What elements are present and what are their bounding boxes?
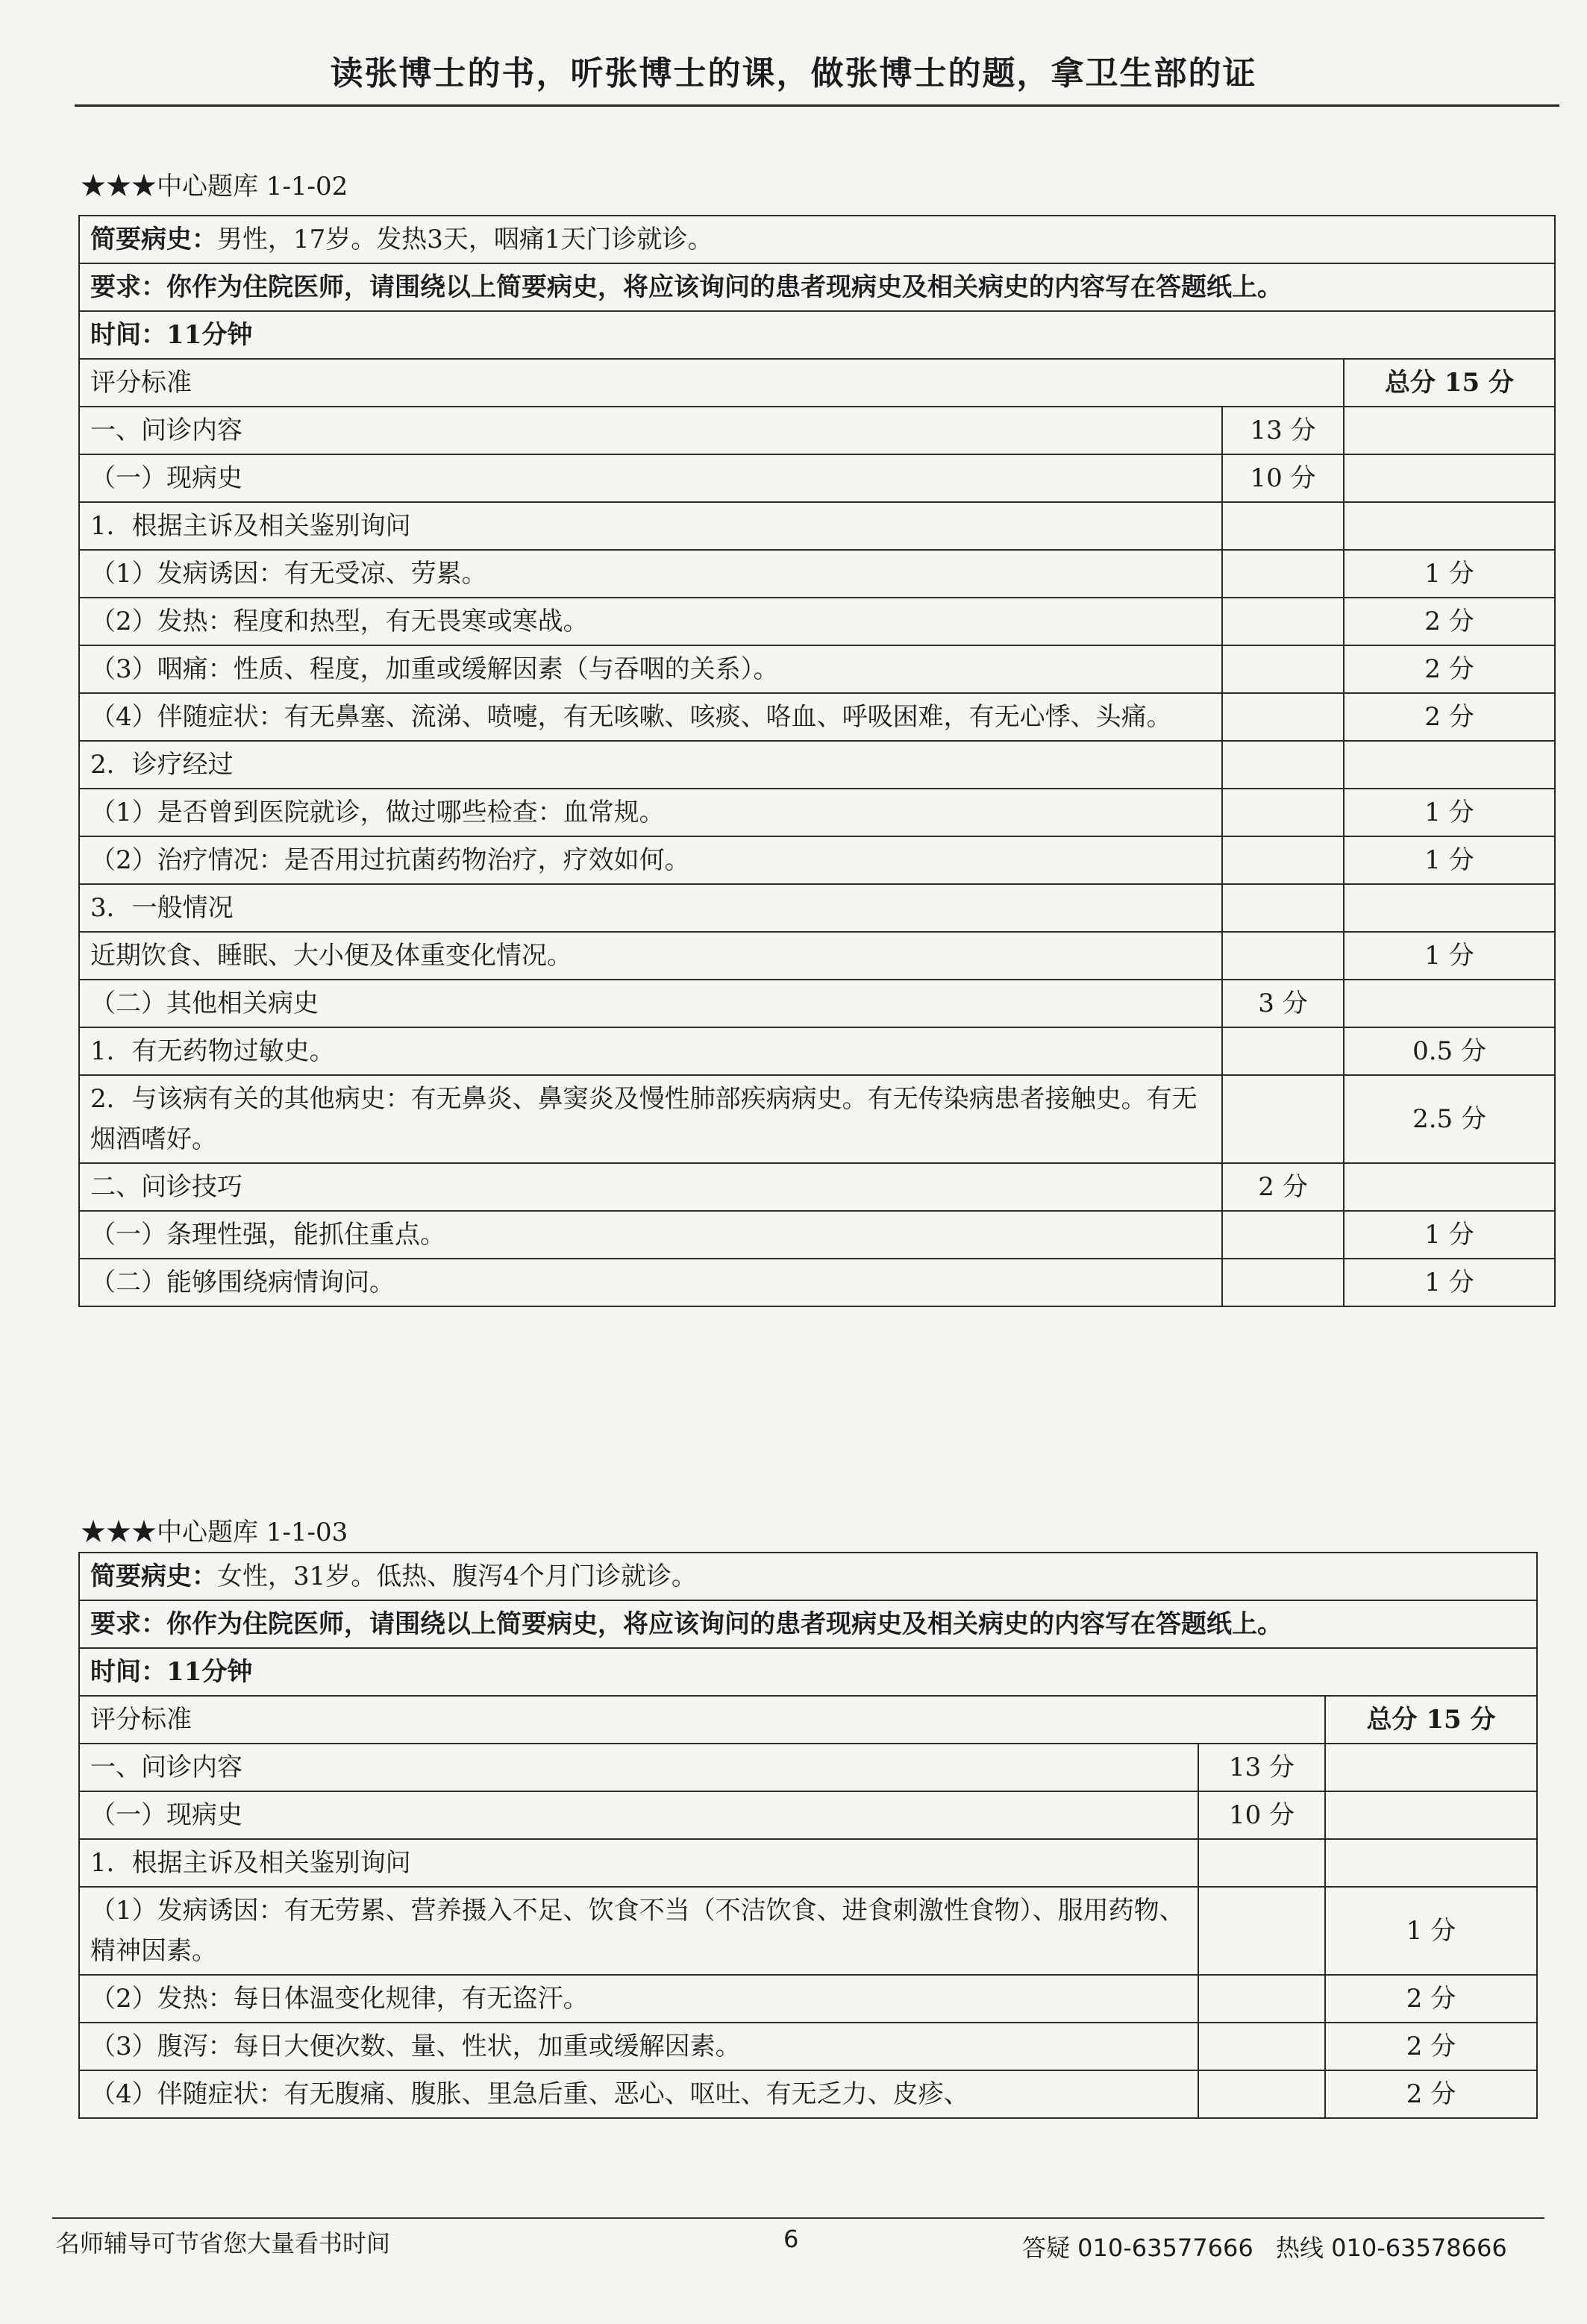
- score-row: [79, 836, 1555, 884]
- item-text: 2．与该病有关的其他病史：有无鼻炎、鼻窦炎及慢性肺部疾病病史。有无传染病患者接触史。有无烟酒嗜好。: [79, 1075, 1222, 1163]
- item-text: （一）条理性强，能抓住重点。: [79, 1211, 1222, 1259]
- score-row: [79, 1791, 1537, 1839]
- time-label: 时间：: [90, 320, 166, 350]
- sub-score: 10 分: [1198, 1791, 1325, 1839]
- history-text: 男性，17岁。发热3天，咽痛1天门诊就诊。: [217, 225, 713, 254]
- item-text: 一、问诊内容: [79, 407, 1222, 454]
- score-row: [79, 1839, 1537, 1887]
- item-text: （3）腹泻：每日大便次数、量、性状，加重或缓解因素。: [79, 2023, 1198, 2070]
- item-score: 2 分: [1344, 693, 1555, 741]
- item-score: [1325, 1791, 1537, 1839]
- item-text: （一）现病史: [79, 454, 1222, 502]
- history-label: 简要病史：: [90, 1562, 217, 1591]
- item-text: （3）咽痛：性质、程度，加重或缓解因素（与吞咽的关系）。: [79, 645, 1222, 693]
- page-footer: [0, 2222, 1587, 2262]
- history-row: [79, 216, 1555, 263]
- criteria-row: [79, 359, 1555, 407]
- question-table: [78, 215, 1556, 1307]
- score-row: [79, 1975, 1537, 2023]
- sub-score: 13 分: [1198, 1744, 1325, 1791]
- time-value: 11分钟: [166, 320, 253, 350]
- section-label: ★★★中心题库 1-1-03: [81, 1518, 348, 1547]
- sub-score: [1198, 2070, 1325, 2118]
- item-score: 1 分: [1344, 932, 1555, 980]
- time-row: [79, 311, 1555, 359]
- score-row: [79, 502, 1555, 550]
- sub-score: [1222, 550, 1344, 598]
- item-score: 0.5 分: [1344, 1027, 1555, 1075]
- item-text: 2．诊疗经过: [79, 741, 1222, 789]
- score-row: [79, 2070, 1537, 2118]
- score-row: [79, 407, 1555, 454]
- sub-score: 10 分: [1222, 454, 1344, 502]
- item-score: [1344, 980, 1555, 1027]
- item-text: （二）能够围绕病情询问。: [79, 1259, 1222, 1306]
- item-score: [1344, 502, 1555, 550]
- item-text: （1）发病诱因：有无劳累、营养摄入不足、饮食不当（不洁饮食、进食刺激性食物）、服用药物、精神因素。: [79, 1887, 1198, 1975]
- section-label: ★★★中心题库 1-1-02: [81, 172, 348, 201]
- criteria-label: 评分标准: [79, 359, 1344, 407]
- score-row: [79, 598, 1555, 645]
- item-score: [1344, 407, 1555, 454]
- sub-score: [1222, 932, 1344, 980]
- item-text: 一、问诊内容: [79, 1744, 1198, 1791]
- criteria-row: [79, 1696, 1537, 1744]
- sub-score: [1222, 789, 1344, 836]
- item-text: （1）发病诱因：有无受凉、劳累。: [79, 550, 1222, 598]
- footer-hotline: 热线 010-63578666: [1276, 2234, 1507, 2262]
- score-row: [79, 693, 1555, 741]
- sub-score: [1222, 502, 1344, 550]
- score-row: [79, 1075, 1555, 1163]
- item-score: 1 分: [1344, 1211, 1555, 1259]
- question-table: [78, 1552, 1538, 2119]
- item-text: （4）伴随症状：有无腹痛、腹胀、里急后重、恶心、呕吐、有无乏力、皮疹、: [79, 2070, 1198, 2118]
- item-score: [1344, 454, 1555, 502]
- item-text: 1．根据主诉及相关鉴别询问: [79, 1839, 1198, 1887]
- header-divider: [75, 104, 1559, 107]
- item-text: 1．根据主诉及相关鉴别询问: [79, 502, 1222, 550]
- sub-score: [1198, 2023, 1325, 2070]
- question-table-body: [79, 216, 1555, 1306]
- item-text: （二）其他相关病史: [79, 980, 1222, 1027]
- item-score: [1325, 1744, 1537, 1791]
- item-text: 近期饮食、睡眠、大小便及体重变化情况。: [79, 932, 1222, 980]
- item-text: （2）治疗情况：是否用过抗菌药物治疗，疗效如何。: [79, 836, 1222, 884]
- item-score: 1 分: [1325, 1887, 1537, 1975]
- score-row: [79, 550, 1555, 598]
- requirement-text: 你作为住院医师，请围绕以上简要病史，将应该询问的患者现病史及相关病史的内容写在答题纸上。: [166, 1609, 1283, 1639]
- page-number: 6: [783, 2225, 799, 2253]
- sub-score: [1222, 836, 1344, 884]
- item-text: （2）发热：程度和热型，有无畏寒或寒战。: [79, 598, 1222, 645]
- requirement-text: 你作为住院医师，请围绕以上简要病史，将应该询问的患者现病史及相关病史的内容写在答题纸上。: [166, 272, 1283, 302]
- item-score: 1 分: [1344, 1259, 1555, 1306]
- sub-score: [1222, 1211, 1344, 1259]
- sub-score: [1222, 1027, 1344, 1075]
- item-text: 二、问诊技巧: [79, 1163, 1222, 1211]
- item-score: [1344, 1163, 1555, 1211]
- sub-score: [1222, 741, 1344, 789]
- history-row: [79, 1553, 1537, 1600]
- score-row: [79, 645, 1555, 693]
- item-score: 1 分: [1344, 789, 1555, 836]
- item-text: （1）是否曾到医院就诊，做过哪些检查：血常规。: [79, 789, 1222, 836]
- item-score: 2 分: [1325, 2023, 1537, 2070]
- score-row: [79, 454, 1555, 502]
- item-score: 2 分: [1325, 1975, 1537, 2023]
- score-row: [79, 2023, 1537, 2070]
- history-text: 女性，31岁。低热、腹泻4个月门诊就诊。: [217, 1562, 697, 1591]
- sub-score: [1222, 1259, 1344, 1306]
- item-score: 2.5 分: [1344, 1075, 1555, 1163]
- score-row: [79, 1163, 1555, 1211]
- time-row: [79, 1648, 1537, 1696]
- item-text: （一）现病史: [79, 1791, 1198, 1839]
- total-score: 总分 15 分: [1325, 1696, 1537, 1744]
- score-row: [79, 1259, 1555, 1306]
- sub-score: 13 分: [1222, 407, 1344, 454]
- item-score: 2 分: [1325, 2070, 1537, 2118]
- time-label: 时间：: [90, 1657, 166, 1687]
- score-row: [79, 1887, 1537, 1975]
- item-score: 2 分: [1344, 598, 1555, 645]
- page-header-title: 读张博士的书，听张博士的课，做张博士的题，拿卫生部的证: [330, 54, 1257, 93]
- sub-score: [1222, 884, 1344, 932]
- score-row: [79, 1027, 1555, 1075]
- sub-score: [1198, 1975, 1325, 2023]
- score-row: [79, 1211, 1555, 1259]
- history-label: 简要病史：: [90, 225, 217, 254]
- sub-score: 3 分: [1222, 980, 1344, 1027]
- sub-score: [1222, 693, 1344, 741]
- time-value: 11分钟: [166, 1657, 253, 1687]
- question-table-body: [79, 1553, 1537, 2118]
- item-text: （4）伴随症状：有无鼻塞、流涕、喷嚏，有无咳嗽、咳痰、咯血、呼吸困难，有无心悸、头痛。: [79, 693, 1222, 741]
- item-score: 1 分: [1344, 836, 1555, 884]
- requirement-label: 要求：: [90, 1609, 166, 1639]
- score-row: [79, 789, 1555, 836]
- score-row: [79, 1744, 1537, 1791]
- sub-score: [1222, 1075, 1344, 1163]
- item-text: 3．一般情况: [79, 884, 1222, 932]
- sub-score: 2 分: [1222, 1163, 1344, 1211]
- item-score: 2 分: [1344, 645, 1555, 693]
- requirement-row: [79, 1600, 1537, 1648]
- footer-qa-phone: 答疑 010-63577666: [1022, 2234, 1253, 2262]
- score-row: [79, 932, 1555, 980]
- score-row: [79, 980, 1555, 1027]
- item-text: （2）发热：每日体温变化规律，有无盗汗。: [79, 1975, 1198, 2023]
- item-text: 1．有无药物过敏史。: [79, 1027, 1222, 1075]
- sub-score: [1222, 598, 1344, 645]
- sub-score: [1222, 645, 1344, 693]
- requirement-row: [79, 263, 1555, 311]
- item-score: [1325, 1839, 1537, 1887]
- footer-divider: [52, 2217, 1544, 2219]
- footer-slogan: 名师辅导可节省您大量看书时间: [56, 2229, 391, 2258]
- criteria-label: 评分标准: [79, 1696, 1325, 1744]
- item-score: 1 分: [1344, 550, 1555, 598]
- score-row: [79, 741, 1555, 789]
- total-score: 总分 15 分: [1344, 359, 1555, 407]
- sub-score: [1198, 1887, 1325, 1975]
- score-row: [79, 884, 1555, 932]
- item-score: [1344, 741, 1555, 789]
- item-score: [1344, 884, 1555, 932]
- requirement-label: 要求：: [90, 272, 166, 302]
- sub-score: [1198, 1839, 1325, 1887]
